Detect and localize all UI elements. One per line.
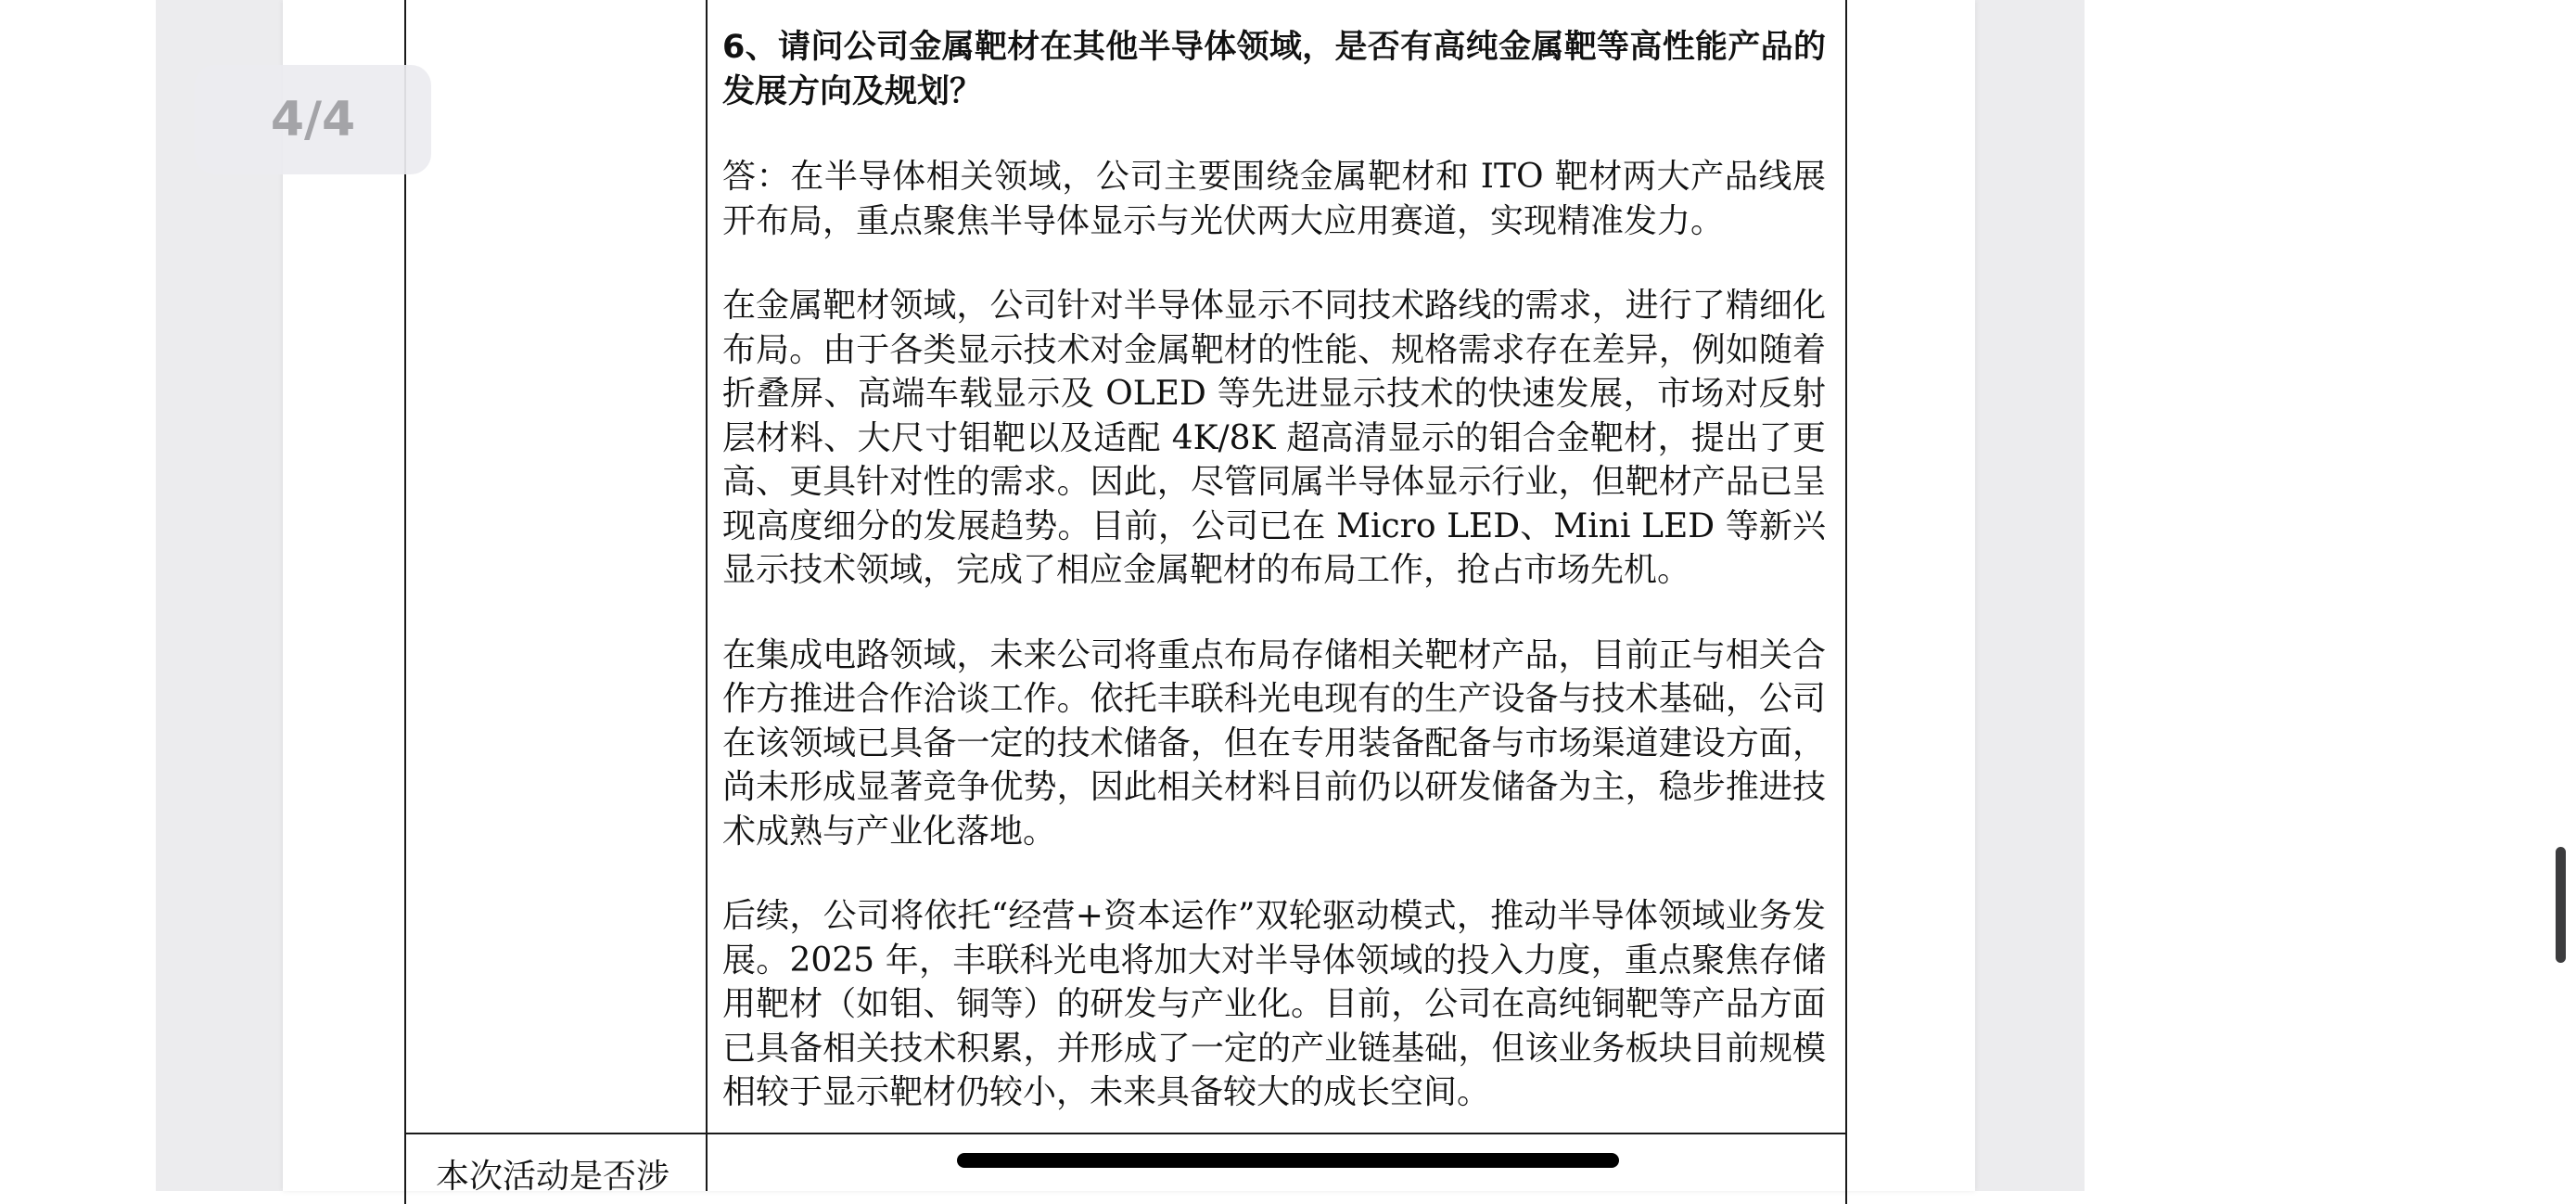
answer-paragraph-1: 答：在半导体相关领域，公司主要围绕金属靶材和 ITO 靶材两大产品线展开布局，重点聚焦半导体显示与光伏两大应用赛道，实现精准发力。 xyxy=(722,158,1826,240)
table-column-divider xyxy=(706,0,708,1191)
answer-paragraph-4: 后续，公司将依托“经营+资本运作”双轮驱动模式，推动半导体领域业务发展。2025 年，丰联科光电将加大对半导体领域的投入力度，重点聚焦存储用靶材（如钼、铜等）的研发与产业化。目前，公司在高纯铜靶等产品方面已具备相关技术积累，并形成了一定的产业链基础，但该业务板块目前规模相较于显示靶材仍较小，未来具备较大的成长空间。 xyxy=(722,897,1826,1111)
next-row-label: 本次活动是否涉 xyxy=(436,1158,670,1196)
answer-cell xyxy=(722,26,1826,1156)
question-text: 6、请问公司金属靶材在其他半导体领域，是否有高纯金属靶等高性能产品的发展方向及规划？ xyxy=(722,29,1826,110)
answer-paragraph-3: 在集成电路领域，未来公司将重点布局存储相关靶材产品，目前正与相关合作方推进合作洽谈工作。依托丰联科光电现有的生产设备与技术基础，公司在该领域已具备一定的技术储备，但在专用装备配备与市场渠道建设方面，尚未形成显著竞争优势，因此相关材料目前仍以研发储备为主，稳步推进技术成熟与产业化落地。 xyxy=(722,635,1826,851)
scrollbar-thumb[interactable] xyxy=(2556,847,2566,963)
answer-paragraph-2: 在金属靶材领域，公司针对半导体显示不同技术路线的需求，进行了精细化布局。由于各类显示技术对金属靶材的性能、规格需求存在差异，例如随着折叠屏、高端车载显示及 OLED 等先进显示技术的快速发展，市场对反射层材料、大尺寸钼靶以及适配 4K/8K 超高清显示的钼合金靶材，提出了更高、更具针对性的需求。因此，尽管同属半导体显示行业，但靶材产品已呈现高度细分的发展趋势。目前，公司已在 Micro LED、Mini LED 等新兴显示技术领域，完成了相应金属靶材的布局工作，抢占市场先机。 xyxy=(722,287,1826,589)
home-indicator[interactable] xyxy=(957,1153,1619,1168)
page-indicator-badge: 4/4 xyxy=(195,65,431,174)
